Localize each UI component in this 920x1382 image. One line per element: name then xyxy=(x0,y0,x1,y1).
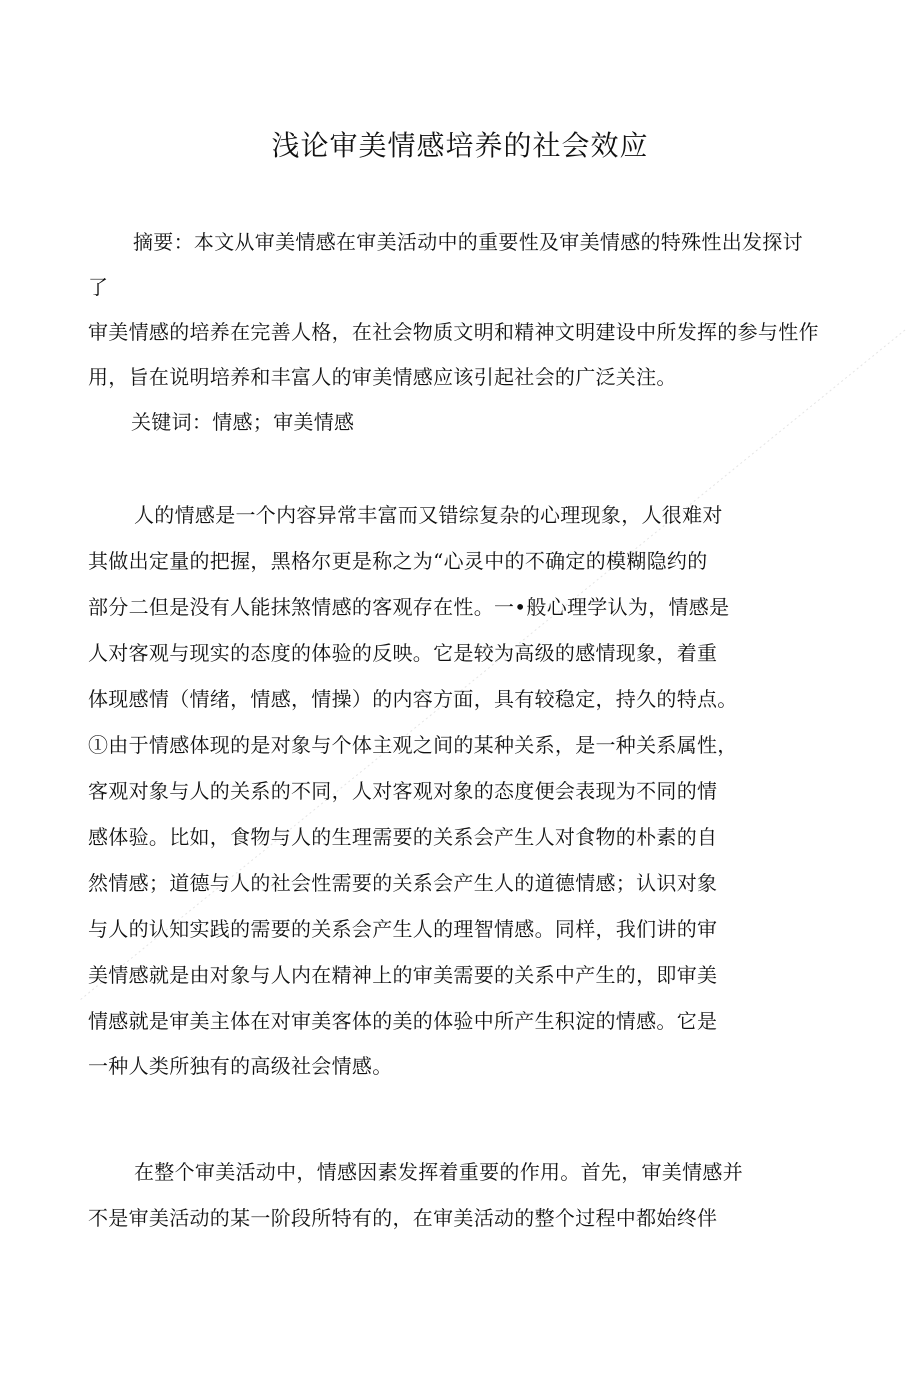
paragraph-line: 情感就是审美主体在对审美客体的美的体验中所产生积淀的情感。它是 xyxy=(88,1009,718,1033)
paragraph-line: 感体验。比如，食物与人的生理需要的关系会产生人对食物的朴素的自 xyxy=(88,825,718,849)
paragraph-line: 美情感就是由对象与人内在精神上的审美需要的关系中产生的，即审美 xyxy=(88,963,718,987)
paragraph-line: 其做出定量的把握，黑格尔更是称之为“心灵中的不确定的模糊隐约的 xyxy=(88,549,708,573)
paragraph-line: 与人的认知实践的需要的关系会产生人的理智情感。同样，我们讲的审 xyxy=(88,917,718,941)
paragraph-line: 人的情感是一个内容异常丰富而又错综复杂的心理现象，人很难对 xyxy=(134,503,723,527)
paragraph-line: 客观对象与人的关系的不同，人对客观对象的态度便会表现为不同的情 xyxy=(88,779,718,803)
paragraph-line: 一种人类所独有的高级社会情感。 xyxy=(88,1054,393,1078)
abstract-line: 摘要：本文从审美情感在审美活动中的重要性及审美情感的特殊性出发探讨 xyxy=(133,230,803,254)
document-title: 浅论审美情感培养的社会效应 xyxy=(271,129,649,162)
abstract-line: 用，旨在说明培养和丰富人的审美情感应该引起社会的广泛关注。 xyxy=(88,365,677,389)
abstract-line: 审美情感的培养在完善人格，在社会物质文明和精神文明建设中所发挥的参与性作 xyxy=(88,320,819,344)
paragraph-line: 人对客观与现实的态度的体验的反映。它是较为高级的感情现象，着重 xyxy=(88,641,718,665)
paragraph-line: 在整个审美活动中，情感因素发挥着重要的作用。首先，审美情感并 xyxy=(134,1160,743,1184)
paragraph-line: 然情感；道德与人的社会性需要的关系会产生人的道德情感；认识对象 xyxy=(88,871,718,895)
abstract-line: 了 xyxy=(88,275,109,299)
paragraph-line: 不是审美活动的某一阶段所特有的，在审美活动的整个过程中都始终伴 xyxy=(88,1206,718,1230)
paragraph-line: ①由于情感体现的是对象与个体主观之间的某种关系，是一种关系属性， xyxy=(88,733,738,757)
paragraph-line: 体现感情（情绪，情感，情操）的内容方面，具有较稳定，持久的特点。 xyxy=(88,687,738,711)
keywords: 关键词：情感；审美情感 xyxy=(131,410,355,434)
paragraph-line: 部分二但是没有人能抹煞情感的客观存在性。一•般心理学认为，情感是 xyxy=(88,595,730,619)
